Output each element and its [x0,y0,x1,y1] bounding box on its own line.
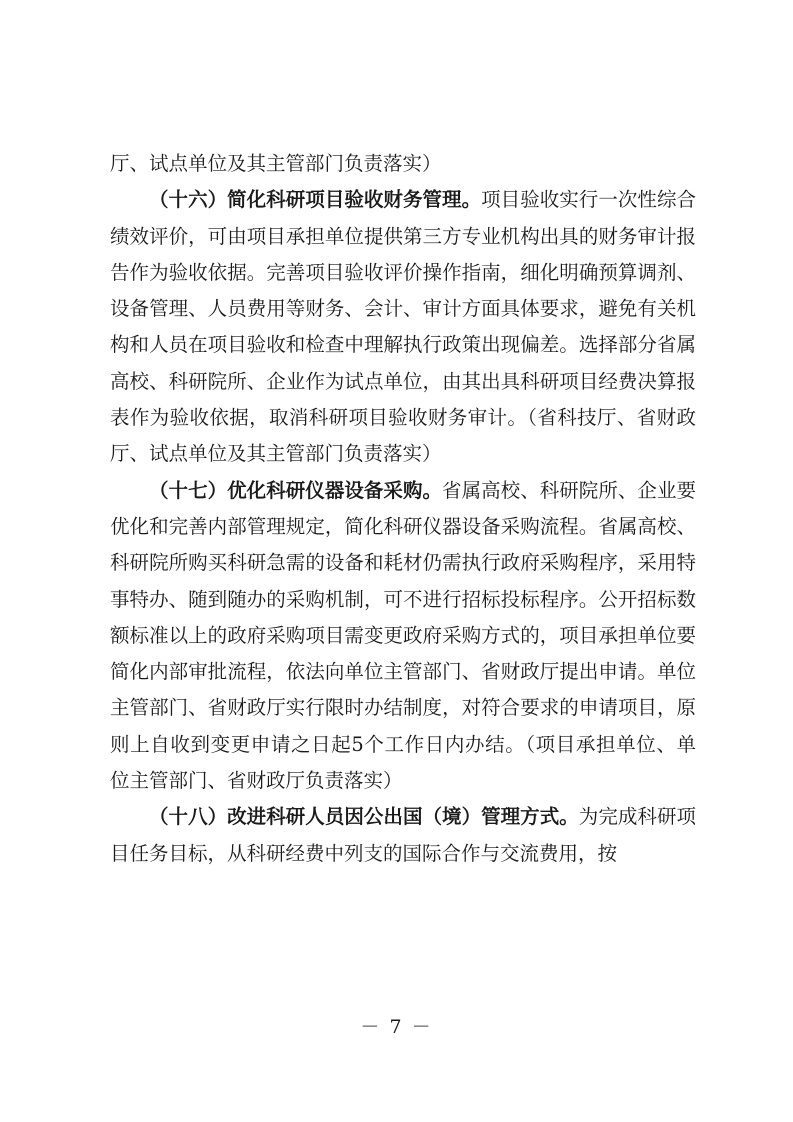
paragraph-18 [110,799,696,872]
body-text [110,146,696,872]
paragraph-body: 为完成科研项目任务目标，从科研经费中列支的国际合作与交流费用，按 [110,805,696,865]
paragraph-continuation [110,146,696,182]
section-heading: （十六）简化科研项目验收财务管理。 [149,188,482,212]
paragraph-body: 厅、试点单位及其主管部门负责落实） [110,152,442,175]
section-heading: （十八）改进科研人员因公出国（境）管理方式。 [149,805,579,829]
paragraph-body: 项目验收实行一次性综合绩效评价，可由项目承担单位提供第三方专业机构出具的财务审计报告作为验收依据。完善项目验收评价操作指南，细化明确预算调剂、设备管理、人员费用等财务、会计、审计方面具体要求，避免有关机构和人员在项目验收和检查中理解执行政策出现偏差。选择部分省属高校、科研院所、企业作为试点单位，由其出具科研项目经费决算报表作为验收依据，取消科研项目验收财务审计。（省科技厅、省财政厅、试点单位及其主管部门负责落实） [110,188,696,466]
paragraph-16 [110,182,696,472]
paragraph-17 [110,473,696,800]
page-number: － 7 － [360,1016,433,1038]
paragraph-body: 省属高校、科研院所、企业要优化和完善内部管理规定，简化科研仪器设备采购流程。省属高校、科研院所购买科研急需的设备和耗材仍需执行政府采购程序，采用特事特办、随到随办的采购机制，可不进行招标投标程序。公开招标数额标准以上的政府采购项目需变更政府采购方式的，项目承担单位要简化内部审批流程，依法向单位主管部门、省财政厅提出申请。单位主管部门、省财政厅实行限时办结制度，对符合要求的申请项目，原则上自收到变更申请之日起5个工作日内办结。（项目承担单位、单位主管部门、省财政厅负责落实） [110,478,696,793]
section-heading: （十七）优化科研仪器设备采购。 [149,478,443,502]
